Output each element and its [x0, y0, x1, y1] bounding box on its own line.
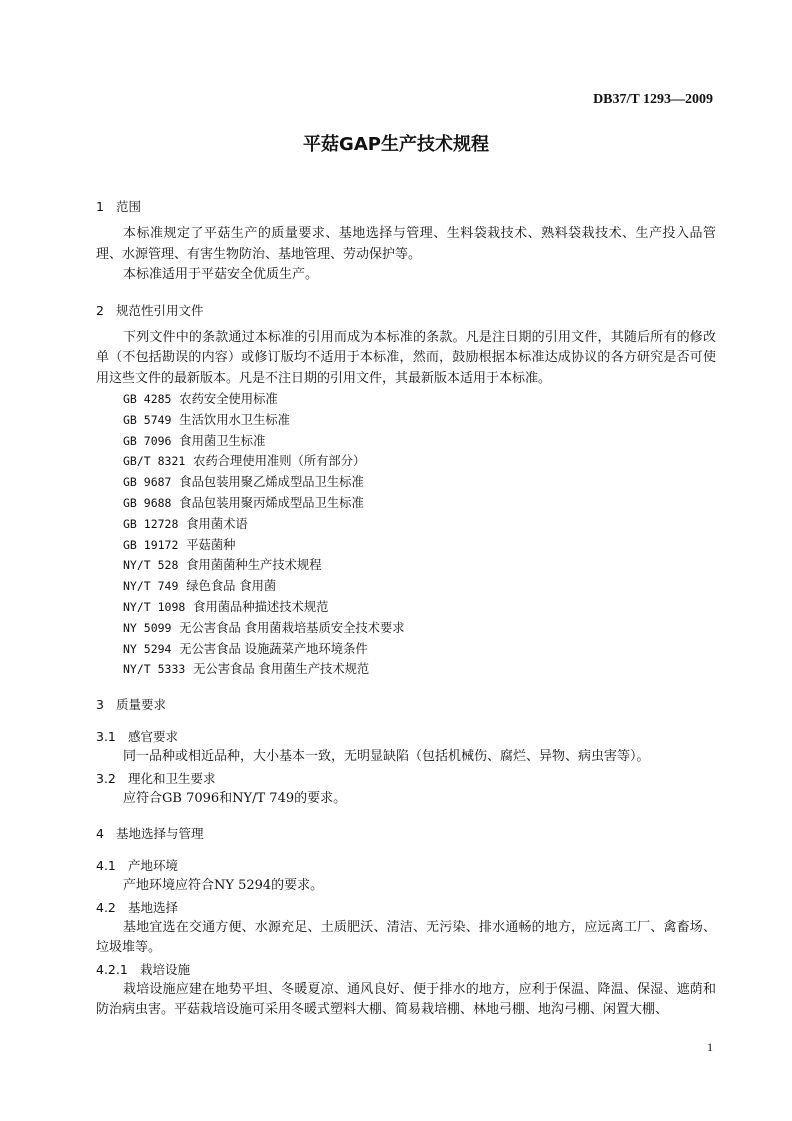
subsection-heading-4-1 — [96, 855, 716, 876]
reference-code: GB 7096 — [123, 433, 172, 448]
paragraph: 产地环境应符合NY 5294的要求。 — [123, 878, 324, 894]
reference-item — [96, 493, 716, 514]
reference-code: GB/T 8321 — [123, 454, 186, 469]
reference-name: 无公害食品 食用菌栽培基质安全技术要求 — [179, 620, 405, 635]
reference-item — [96, 618, 716, 639]
reference-item — [96, 389, 716, 410]
section-title: 范围 — [116, 199, 142, 214]
reference-code: NY 5294 — [123, 641, 172, 656]
subsection-heading-3-1 — [96, 726, 716, 747]
subsection-number: 4.2 — [96, 899, 116, 915]
reference-name: 平菇菌种 — [186, 537, 236, 552]
paragraph: 本标准适用于平菇安全优质生产。 — [123, 267, 319, 282]
reference-item — [96, 555, 716, 576]
subsection-heading-4-2 — [96, 897, 716, 918]
reference-item — [96, 535, 716, 556]
reference-list — [96, 389, 716, 680]
reference-code: NY/T 749 — [123, 579, 179, 594]
subsection-number: 4.1 — [96, 858, 116, 874]
reference-code: NY/T 528 — [123, 558, 179, 573]
subsection-heading-3-2 — [96, 768, 716, 789]
reference-code: GB 5749 — [123, 412, 172, 427]
reference-name: 生活饮用水卫生标准 — [179, 412, 290, 427]
page-number: 1 — [707, 1040, 713, 1054]
reference-item — [96, 451, 716, 472]
subsection-number: 3.1 — [96, 729, 116, 745]
subsection-title: 栽培设施 — [140, 961, 191, 977]
reference-code: GB 4285 — [123, 392, 172, 406]
section-number: 2 — [96, 302, 104, 318]
reference-name: 食用菌菌种生产技术规程 — [186, 558, 322, 573]
subsection-title: 感官要求 — [128, 729, 179, 745]
reference-name: 食品包装用聚丙烯成型品卫生标准 — [179, 495, 364, 510]
reference-code: NY/T 5333 — [123, 662, 186, 677]
document-body — [96, 196, 716, 1021]
paragraph: 同一品种或相近品种，大小基本一致，无明显缺陷（包括机械伤、腐烂、异物、病虫害等）。 — [123, 749, 650, 765]
reference-code: GB 12728 — [123, 516, 179, 531]
reference-name: 农药安全使用标准 — [179, 392, 278, 406]
paragraph: 应符合GB 7096和NY/T 749的要求。 — [123, 790, 347, 806]
reference-item — [96, 576, 716, 597]
reference-item — [96, 514, 716, 535]
paragraph: 本标准规定了平菇生产的质量要求、基地选择与管理、生料袋栽技术、熟料袋栽技术、生产投入品管理、水源管理、有害生物防治、基地管理、劳动保护等。 — [96, 226, 716, 262]
reference-code: NY/T 1098 — [123, 599, 186, 614]
subsection-number: 4.2.1 — [96, 961, 128, 977]
reference-item — [96, 410, 716, 431]
reference-code: GB 19172 — [123, 537, 179, 552]
section-heading-3 — [96, 694, 716, 716]
reference-item — [96, 659, 716, 680]
reference-name: 食品包装用聚乙烯成型品卫生标准 — [179, 475, 364, 490]
subsection-heading-4-2-1 — [96, 959, 716, 980]
reference-name: 无公害食品 食用菌生产技术规范 — [193, 662, 370, 677]
section-heading-4 — [96, 823, 716, 845]
paragraph: 栽培设施应建在地势平坦、冬暖夏凉、通风良好、便于排水的地方，应利于保温、降温、保湿、遮荫和防治病虫害。平菇栽培设施可采用冬暖式塑料大棚、简易栽培棚、林地弓棚、地沟弓棚、闲置大棚、 — [96, 981, 716, 1018]
reference-code: GB 9688 — [123, 495, 172, 510]
reference-name: 食用菌品种描述技术规范 — [193, 599, 329, 614]
section-title: 规范性引用文件 — [116, 302, 204, 318]
reference-name: 食用菌术语 — [186, 516, 248, 531]
subsection-number: 3.2 — [96, 770, 116, 786]
paragraph: 基地宜选在交通方便、水源充足、土质肥沃、清洁、无污染、排水通畅的地方，应远离工厂、禽畜场、垃圾堆等。 — [96, 919, 716, 956]
paragraph: 下列文件中的条款通过本标准的引用而成为本标准的条款。凡是注日期的引用文件，其随后所有的修改单（不包括勘误的内容）或修订版均不适用于本标准，然而，鼓励根据本标准达成协议的各方研究是否可使用这些文件的最新版本。凡是不注日期的引用文件，其最新版本适用于本标准。 — [96, 329, 716, 386]
reference-name: 食用菌卫生标准 — [179, 433, 266, 448]
subsection-title: 产地环境 — [128, 858, 179, 874]
reference-item — [96, 639, 716, 660]
reference-item — [96, 431, 716, 452]
reference-item — [96, 597, 716, 618]
reference-name: 农药合理使用准则（所有部分） — [193, 454, 366, 469]
subsection-title: 理化和卫生要求 — [128, 770, 216, 786]
document-code: DB37/T 1293—2009 — [593, 92, 713, 107]
section-title: 基地选择与管理 — [116, 826, 204, 842]
section-title: 质量要求 — [116, 697, 167, 713]
reference-name: 无公害食品 设施蔬菜产地环境条件 — [179, 641, 368, 656]
reference-name: 绿色食品 食用菌 — [186, 579, 277, 594]
section-heading-1 — [96, 196, 716, 218]
section-heading-2 — [96, 300, 716, 322]
reference-item — [96, 472, 716, 493]
section-number: 4 — [96, 826, 104, 842]
section-number: 1 — [96, 199, 104, 214]
section-number: 3 — [96, 697, 104, 713]
reference-code: NY 5099 — [123, 620, 172, 635]
reference-code: GB 9687 — [123, 475, 172, 490]
document-title: 平菇GAP生产技术规程 — [303, 134, 489, 155]
subsection-title: 基地选择 — [128, 899, 179, 915]
